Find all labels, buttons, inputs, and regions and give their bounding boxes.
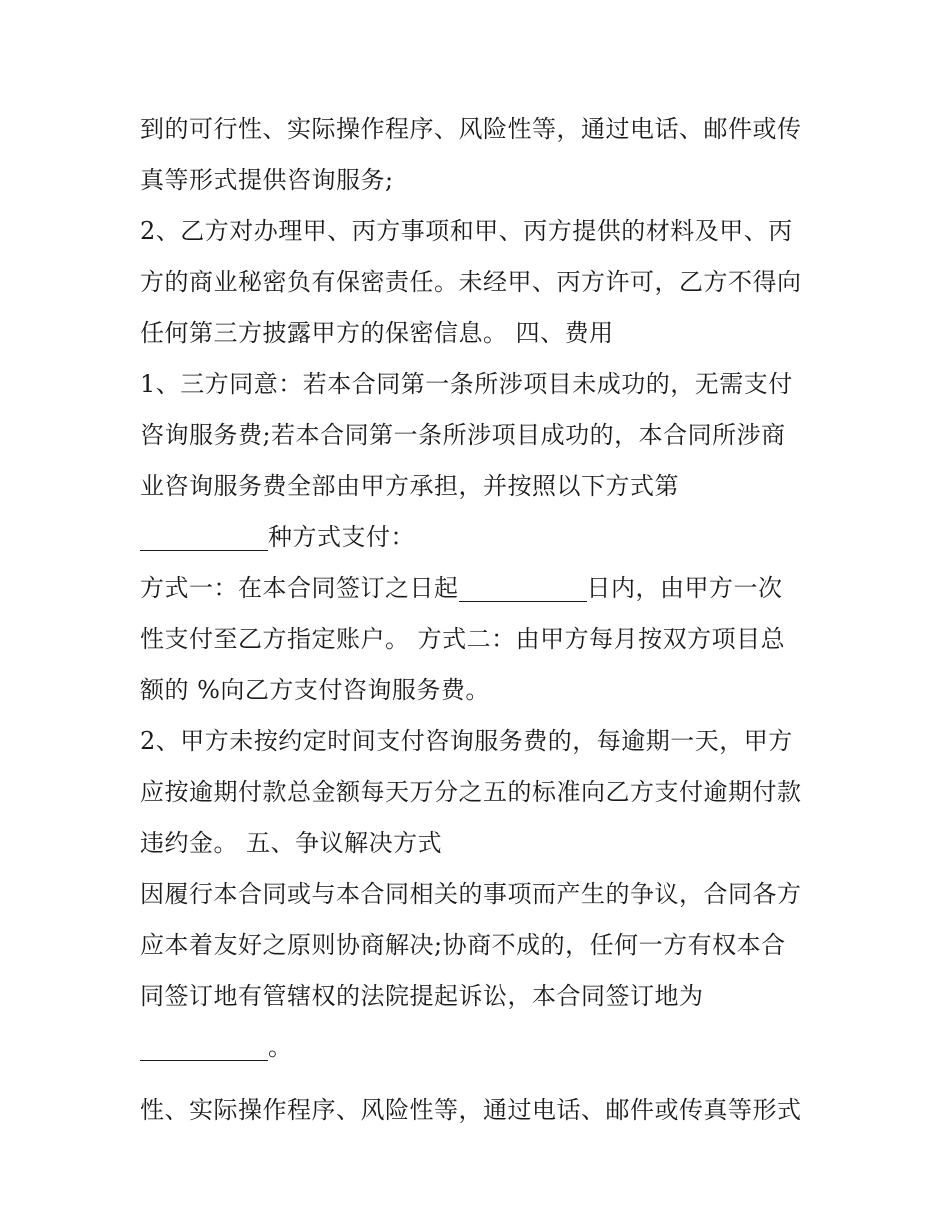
text-line: 真等形式提供咨询服务; (140, 166, 394, 194)
text-line: 1、三方同意：若本合同第一条所涉项目未成功的，无需支付 (140, 370, 793, 398)
text-line-with-blank (140, 512, 820, 563)
text-line-with-blank (140, 1022, 820, 1085)
text-line: 2、乙方对办理甲、丙方事项和甲、丙方提供的材料及甲、丙 (140, 217, 793, 245)
fill-in-blank (140, 1036, 268, 1061)
fill-in-blank (459, 577, 587, 602)
text-line: 2、甲方未按约定时间支付咨询服务费的，每逾期一天，甲方 (140, 727, 793, 755)
text-line-with-blank (140, 563, 820, 614)
text-line: 同签订地有管辖权的法院提起诉讼，本合同签订地为 (140, 982, 704, 1010)
text-segment: 。 (268, 1033, 293, 1061)
text-line: 违约金。 五、争议解决方式 (140, 829, 443, 857)
text-line: 性、实际操作程序、风险性等，通过电话、邮件或传真等形式 (140, 1096, 802, 1124)
text-line: 业咨询服务费全部由甲方承担，并按照以下方式第 (140, 472, 679, 500)
text-segment: 种方式支付： (268, 523, 415, 551)
text-segment: 方式一：在本合同签订之日起 (140, 574, 459, 602)
text-line: 到的可行性、实际操作程序、风险性等，通过电话、邮件或传 (140, 115, 802, 143)
text-line: 性支付至乙方指定账户。 方式二：由甲方每月按双方项目总 (140, 625, 786, 653)
text-line: 应按逾期付款总金额每天万分之五的标准向乙方支付逾期付款 (140, 778, 802, 806)
text-line: 任何第三方披露甲方的保密信息。 四、费用 (140, 319, 614, 347)
fill-in-blank (140, 526, 268, 551)
text-line: 方的商业秘密负有保密责任。未经甲、丙方许可，乙方不得向 (140, 268, 802, 296)
document-body (140, 104, 820, 1136)
text-line: 额的 %向乙方支付咨询服务费。 (140, 676, 490, 704)
text-line: 因履行本合同或与本合同相关的事项而产生的争议，合同各方 (140, 880, 802, 908)
text-line: 应本着友好之原则协商解决;协商不成的，任何一方有权本合 (140, 931, 786, 959)
text-segment: 日内，由甲方一次 (586, 574, 783, 602)
text-line: 咨询服务费;若本合同第一条所涉项目成功的，本合同所涉商 (140, 421, 786, 449)
